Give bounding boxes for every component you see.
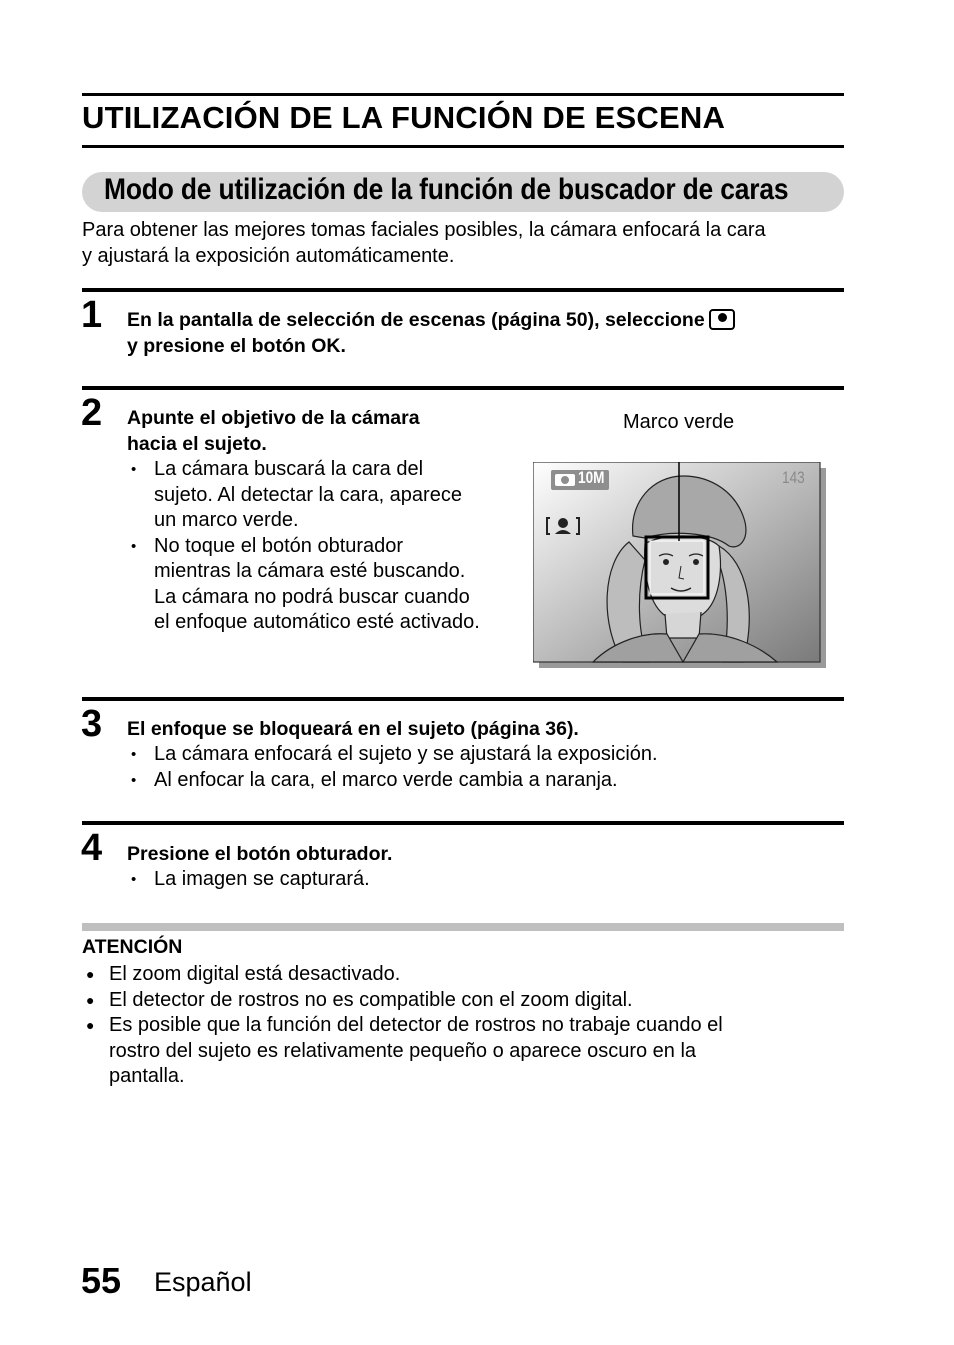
step-number: 1 [81,294,103,336]
title-underline [82,145,844,148]
intro-line: y ajustará la exposición automáticamente. [82,244,455,267]
camera-screen-figure [533,462,833,678]
page-number: 55 [81,1260,122,1301]
callout-label: Marco verde [623,411,735,433]
step-heading [127,841,847,867]
bullet-line: un marco verde. [154,509,299,531]
bullet-line: sujeto. Al detectar la cara, aparece [154,483,462,506]
shots-remaining: 143 [782,468,805,487]
step-heading-line: En la pantalla de selección de escenas (página 50), seleccione [127,309,705,331]
intro-line: Para obtener las mejores tomas faciales posibles, la cámara enfocará la cara [82,219,766,241]
step-heading [127,307,847,359]
attention-title: ATENCIÓN [82,936,183,958]
attention-bar [82,923,844,931]
attention-line: ● El detector de rostros no es compatible con el zoom digital. [109,988,633,1011]
step-bullets [128,867,844,893]
attention-item [82,1013,852,1090]
step-rule [82,821,844,825]
step-bullets [128,457,528,636]
bullet-item [128,457,528,534]
camera-screen-illustration [533,462,833,678]
step-number: 3 [81,703,103,745]
bullet-line: La cámara no podrá buscar cuando [154,585,470,608]
step-rule [82,288,844,292]
step-heading [127,405,507,457]
step-heading-line: Presione el botón obturador. [127,843,393,865]
footer-language: Español [154,1267,252,1297]
step-heading-line: y presione el botón OK. [127,335,346,357]
step-heading-line: El enfoque se bloqueará en el sujeto (página 36). [127,718,579,740]
attention-item [82,988,852,1014]
step-heading-line: Apunte el objetivo de la cámara [127,407,420,429]
bullet-item [128,534,528,636]
page-title: UTILIZACIÓN DE LA FUNCIÓN DE ESCENA [82,100,726,135]
bullet-item: • La imagen se capturará. [128,867,844,893]
step-heading [127,716,847,742]
step-bullets [128,742,844,793]
attention-list [82,962,852,1090]
intro-paragraph [82,218,852,269]
resolution-badge: 10M [578,468,605,487]
bullet-line: mientras la cámara esté buscando. [154,560,466,582]
attention-line: rostro del sujeto es relativamente pequeño o aparece oscuro en la [109,1039,697,1062]
top-rule [82,93,844,96]
bullet-line: el enfoque automático esté activado. [154,611,480,633]
bullet-item: • Al enfocar la cara, el marco verde cambia a naranja. [128,768,844,794]
section-title: Modo de utilización de la función de buscador de caras [104,173,789,206]
step-heading-line: hacia el sujeto. [127,433,267,455]
attention-line: ● Es posible que la función del detector de rostros no trabaje cuando el [109,1014,723,1036]
attention-item [82,962,852,988]
bullet-line: • No toque el botón obturador [154,534,404,557]
attention-line: pantalla. [109,1065,185,1087]
step-number: 4 [81,827,103,869]
step-number: 2 [81,392,103,434]
attention-line: ● El zoom digital está desactivado. [109,963,401,985]
step-rule [82,386,844,390]
bullet-item: • La cámara enfocará el sujeto y se ajustará la exposición. [128,742,844,768]
bullet-line: • La cámara buscará la cara del [154,458,424,480]
face-detect-icon [709,309,735,330]
step-rule [82,697,844,701]
